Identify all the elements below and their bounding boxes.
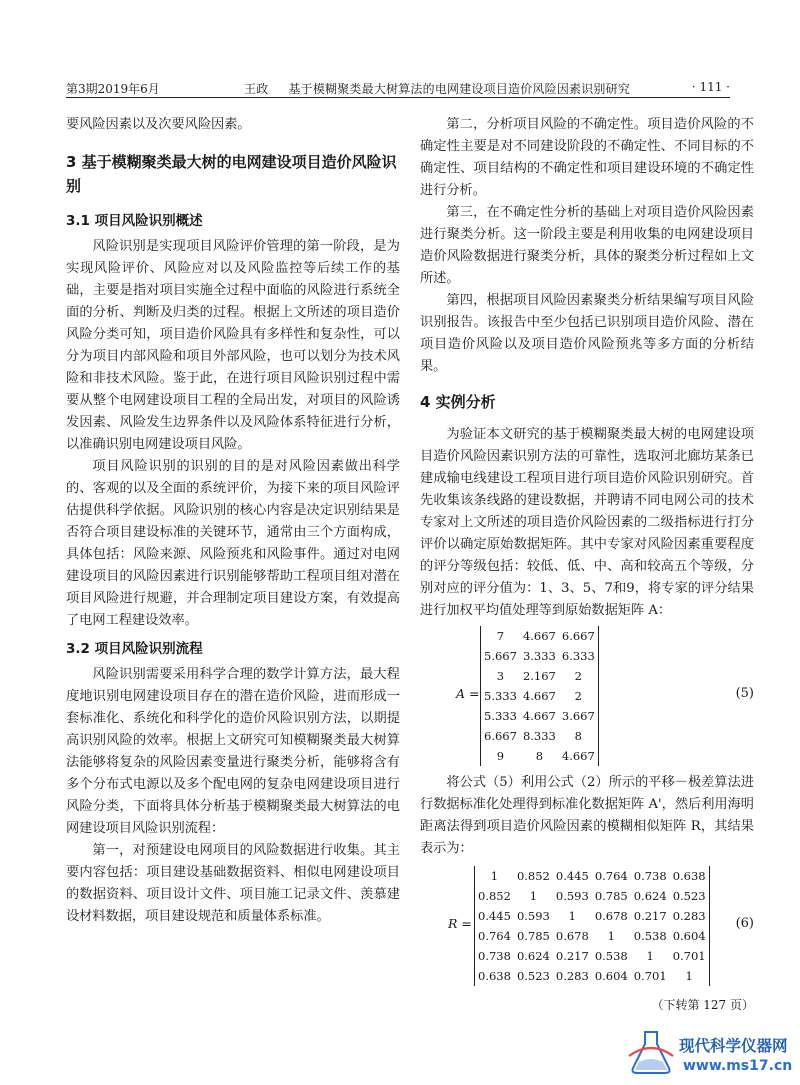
matrix-cell: 2.167 (522, 669, 556, 683)
matrix-cell: 0.852 (478, 889, 511, 903)
section-heading: 3 基于模糊聚类最大树的电网建设项目造价风险识别 (66, 153, 397, 195)
matrix-cell: 8 (535, 749, 544, 763)
matrix-cell: 1 (568, 909, 576, 923)
matrix-row (481, 726, 598, 746)
matrix-cell: 8 (574, 729, 582, 743)
matrix-cell: 0.283 (555, 969, 589, 983)
matrix-cell: 1 (529, 889, 538, 903)
header-title: 基于模糊聚类最大树算法的电网建设项目造价风险因素识别研究 (288, 82, 631, 96)
matrix-cell: 0.785 (594, 889, 628, 903)
matrix-row (475, 966, 709, 986)
matrix-cell: 0.852 (516, 869, 550, 883)
matrix-row (481, 706, 598, 726)
matrix-cell: 0.701 (633, 969, 667, 983)
matrix-cell: 9 (496, 749, 505, 763)
journal-issue: 第3期2019年6月 (66, 82, 160, 96)
paragraph: 第一，对预建设电网项目的风险数据进行收集。其主要内容包括：项目建设基础数据资料、相似电网建设项目的数据资料、项目设计文件、项目施工记录文件、羡慕建设材料数据，项目建设规范和质量体系标准。 (66, 843, 400, 924)
matrix-cell: 0.538 (594, 949, 628, 963)
header-author: 王政 (244, 82, 269, 96)
matrix-cell: 3 (496, 669, 505, 683)
matrix-cell: 0.785 (516, 929, 550, 943)
matrix-cell: 0.638 (672, 869, 706, 883)
matrix-row (475, 886, 709, 906)
matrix-cell: 0.678 (594, 909, 628, 923)
matrix-cell: 0.624 (516, 949, 550, 963)
flask-logo-icon (625, 1026, 677, 1078)
matrix-cell: 0.523 (672, 889, 706, 903)
site-watermark (625, 1024, 800, 1085)
running-title (244, 80, 630, 97)
watermark-url: www.ms17.cn (683, 1058, 793, 1074)
matrix-cell: 0.445 (555, 869, 589, 883)
matrix-cell: 0.738 (478, 949, 511, 963)
matrix-cell: 6.333 (561, 649, 595, 663)
watermark-title: 现代科学仪器网 (679, 1037, 788, 1055)
paragraph: 风险识别需要采用科学合理的数学计算方法，最大程度地识别电网建设项目存在的潜在造价风险，进而形成一套标准化、系统化和科学化的造价风险识别方法，以期提高识别风险的效率。根据上文研究可知模糊聚类最大树算法能够将复杂的风险因素变量进行聚类分析，能够将含有多个分布式电源以及多个配电网的复杂电网建设项目进行风险分类，下面将具体分析基于模糊聚类最大树算法的电网建设项目风险识别流程： (66, 667, 400, 836)
section-heading: 4 实例分析 (420, 393, 496, 411)
paragraph: 第四，根据项目风险因素聚类分析结果编写项目风险识别报告。该报告中至少包括已识别项目造价风险、潜在项目造价风险以及项目造价风险预兆等多方面的分析结果。 (420, 293, 754, 374)
matrix-cell: 0.604 (672, 929, 706, 943)
matrix-cell: 1 (607, 929, 615, 943)
matrix-cell: 3.333 (522, 649, 556, 663)
matrix-row (475, 906, 709, 926)
matrix-row (475, 866, 709, 886)
matrix-a (480, 626, 599, 766)
paragraph: 项目风险识别的识别的目的是对风险因素做出科学的、客观的以及全面的系统评价，为接下来的项目风险评估提供科学依据。风险识别的核心内容是决定识别结果是否符合项目建设标准的关键环节，通常由三个方面构成，具体包括：风险来源、风险预兆和风险事件。通过对电网建设项目的风险因素进行识别能够帮助工程项目组对潜在项目风险进行规避，并合理制定项目建设方案，有效提高了电网工程建设效率。 (66, 459, 400, 628)
matrix-cell: 0.604 (594, 969, 628, 983)
equation-number: (6) (735, 916, 754, 931)
matrix-cell: 1 (490, 869, 499, 883)
left-column (66, 114, 400, 928)
page-number: · 111 · (691, 80, 730, 94)
continued-note: （下转第 127 页） (651, 998, 754, 1012)
matrix-cell: 0.217 (633, 909, 667, 923)
paragraph: 为验证本文研究的基于模糊聚类最大树的电网建设项目造价风险因素识别方法的可靠性，选取河北廊坊某条已建成输电线建设工程项目进行项目造价风险识别研究。首先收集该条线路的建设数据，并聘请不同电网公司的技术专家对上文所述的项目造价风险因素的二级指标进行打分评价以确定原始数据矩阵。其中专家对风险因素重要程度的评分等级包括：较低、低、中、高和较高五个等级，分别对应的评分值为：1、3、5、7和9，将专家的评分结果进行加权平均值处理等到原始数据矩阵 A： (420, 427, 754, 618)
matrix-cell: 4.667 (561, 749, 595, 763)
matrix-cell: 7 (496, 629, 505, 643)
matrix-cell: 5.667 (484, 649, 517, 663)
matrix-cell: 0.764 (594, 869, 628, 883)
matrix-label: A = (456, 686, 480, 701)
matrix-cell: 0.217 (555, 949, 589, 963)
matrix-cell: 1 (646, 949, 654, 963)
right-column (420, 114, 754, 1016)
matrix-row (481, 626, 598, 646)
matrix-row (481, 686, 598, 706)
matrix-cell: 4.667 (522, 689, 556, 703)
matrix-row (481, 746, 598, 766)
matrix-cell: 4.667 (522, 629, 556, 643)
matrix-cell: 0.593 (555, 889, 589, 903)
matrix-cell: 3.667 (561, 709, 595, 723)
paragraph: 第三，在不确定性分析的基础上对项目造价风险因素进行聚类分析。这一阶段主要是利用收集的电网建设项目造价风险数据进行聚类分析，具体的聚类分析过程如上文所述。 (420, 205, 754, 286)
matrix-cell: 0.638 (478, 969, 511, 983)
header-rule (66, 97, 730, 98)
matrix-cell: 0.538 (633, 929, 667, 943)
matrix-cell: 0.678 (555, 929, 589, 943)
matrix-cell: 0.593 (516, 909, 550, 923)
equation-number: (5) (735, 686, 754, 701)
paragraph: 将公式（5）利用公式（2）所示的平移－极差算法进行数据标准化处理得到标准化数据矩阵 A'，然后利用海明距离法得到项目造价风险因素的模糊相似矩阵 R，其结果表示为： (420, 775, 754, 856)
matrix-row (481, 646, 598, 666)
matrix-cell: 8.333 (522, 729, 556, 743)
matrix-cell: 6.667 (484, 729, 517, 743)
matrix-cell: 0.523 (516, 969, 550, 983)
equation-5 (420, 622, 754, 772)
paragraph: 要风险因素以及次要风险因素。 (66, 117, 251, 132)
matrix-cell: 0.624 (633, 889, 667, 903)
matrix-row (475, 946, 709, 966)
matrix-cell: 5.333 (484, 709, 517, 723)
matrix-cell: 5.333 (484, 689, 517, 703)
matrix-cell: 0.764 (478, 929, 511, 943)
running-header (66, 74, 730, 98)
matrix-cell: 4.667 (522, 709, 556, 723)
matrix-cell: 6.667 (561, 629, 595, 643)
matrix-table (481, 626, 598, 766)
matrix-cell: 0.445 (478, 909, 511, 923)
subsection-heading: 3.2 项目风险识别流程 (66, 641, 203, 657)
matrix-cell: 0.701 (672, 949, 706, 963)
paragraph: 第二，分析项目风险的不确定性。项目造价风险的不确定性主要是对不同建设阶段的不确定性、不同目标的不确定性、项目结构的不确定性和项目建设环境的不确定性进行分析。 (420, 117, 754, 198)
matrix-table (475, 866, 709, 986)
subsection-heading: 3.1 项目风险识别概述 (66, 213, 203, 229)
equation-6 (420, 860, 754, 994)
matrix-cell: 2 (574, 689, 582, 703)
matrix-cell: 2 (574, 669, 582, 683)
matrix-row (481, 666, 598, 686)
matrix-row (475, 926, 709, 946)
matrix-cell: 1 (685, 969, 693, 983)
matrix-r (474, 866, 710, 986)
matrix-cell: 0.283 (672, 909, 706, 923)
matrix-cell: 0.738 (633, 869, 667, 883)
matrix-label: R = (448, 916, 472, 931)
paragraph: 风险识别是实现项目风险评价管理的第一阶段，是为实现风险评价、风险应对以及风险监控等后续工作的基础，主要是指对项目实施全过程中面临的风险进行系统全面的分析、判断及归类的过程。根据上文所述的项目造价风险分类可知，项目造价风险具有多样性和复杂性，可以分为项目内部风险和项目外部风险，也可以划分为技术风险和非技术风险。鉴于此，在进行项目风险识别过程中需要从整个电网建设项目工程的全局出发，对项目的风险诱发因素、风险发生边界条件以及风险体系特征进行分析，以准确识别电网建设项目风险。 (66, 239, 400, 452)
